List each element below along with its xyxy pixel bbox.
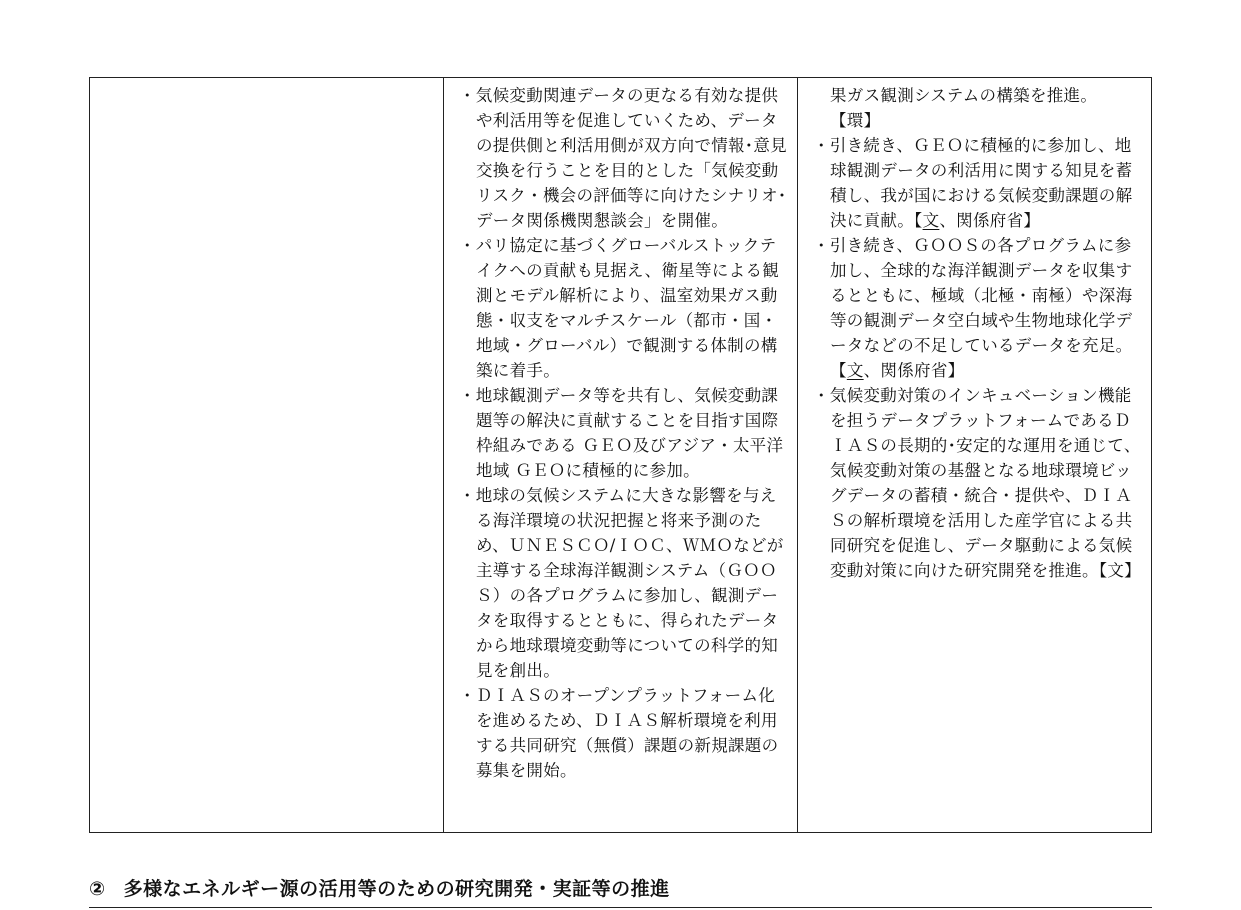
list-item: ・気候変動関連データの更なる有効な提供や利活用等を促進していくため、データの提供側と利活用側が双方向で情報･意見交換を行うことを目的とした「気候変動リスク・機会の評価等に向けたシナリオ･データ関係機関懇談会」を開催。 xyxy=(459,86,787,230)
next-table-top-border xyxy=(89,907,1152,908)
table-column-plans xyxy=(798,78,1151,832)
list-item xyxy=(813,383,1141,583)
measures-table xyxy=(89,77,1152,833)
ministry-tag: 【文、関係府省】 xyxy=(830,361,965,380)
list-item-text: ・引き続き、ＧＯＯＳの各プログラムに参加し、全球的な海洋観測データを収集するとともに、極域（北極・南極）や深海等の観測データ空白域や生物地球化学データなどの不足しているデータを充足。 xyxy=(813,236,1133,355)
list-item xyxy=(813,233,1141,383)
section-title: 多様なエネルギー源の活用等のための研究開発・実証等の推進 xyxy=(123,878,670,900)
ministry-tag: 【環】 xyxy=(830,111,881,130)
list-item: ・地球の気候システムに大きな影響を与える海洋環境の状況把握と将来予測のため、ＵＮＥＳＣＯ/ＩＯＣ、ＷＭＯなどが主導する全球海洋観測システム（ＧＯＯＳ）の各プログラムに参加し、観測データを取得するとともに、得られたデータから地球環境変動等についての科学的知見を創出。 xyxy=(459,486,784,680)
section-heading xyxy=(89,874,670,901)
continued-text xyxy=(813,83,1141,133)
ministry-tag: 【文】 xyxy=(1098,561,1141,580)
table-column-results xyxy=(444,78,798,832)
list-item xyxy=(813,133,1141,233)
section-number: ② xyxy=(89,878,106,900)
list-item-text: ・気候変動対策のインキュベーション機能を担うデータプラットフォームであるＤＩＡＳの長期的･安定的な運用を通じて、気候変動対策の基盤となる地球環境ビッグデータの蓄積・統合・提供や、ＤＩＡＳの解析環境を活用した産学官による共同研究を促進し、データ駆動による気候変動対策に向けた研究開発を推進。 xyxy=(813,386,1141,580)
table-column-empty xyxy=(90,78,444,832)
continued-sentence: 果ガス観測システムの構築を推進。 xyxy=(830,86,1098,105)
underlined-ministry: 文 xyxy=(846,361,864,380)
list-item: ・パリ協定に基づくグローバルストックテイクへの貢献も見据え、衛星等による観測とモデル解析により、温室効果ガス動態・収支をマルチスケール（都市・国・地域・グローバル）で観測する体制の構築に着手。 xyxy=(459,236,780,380)
list-item: ・地球観測データ等を共有し、気候変動課題等の解決に貢献することを目指す国際枠組みである ＧＥＯ及びアジア・太平洋地域 ＧＥＯに積極的に参加。 xyxy=(459,386,784,480)
ministry-tag: 【文、関係府省】 xyxy=(914,211,1041,230)
list-item: ・ＤＩＡＳのオープンプラットフォーム化を進めるため、ＤＩＡＳ解析環境を利用する共同研究（無償）課題の新規課題の募集を開始。 xyxy=(459,686,779,780)
underlined-ministry: 文 xyxy=(922,211,940,230)
list-item-text: ・引き続き、ＧＥＯに積極的に参加し、地球観測データの利活用に関する知見を蓄積し、我が国における気候変動課題の解決に貢献。 xyxy=(813,136,1133,230)
